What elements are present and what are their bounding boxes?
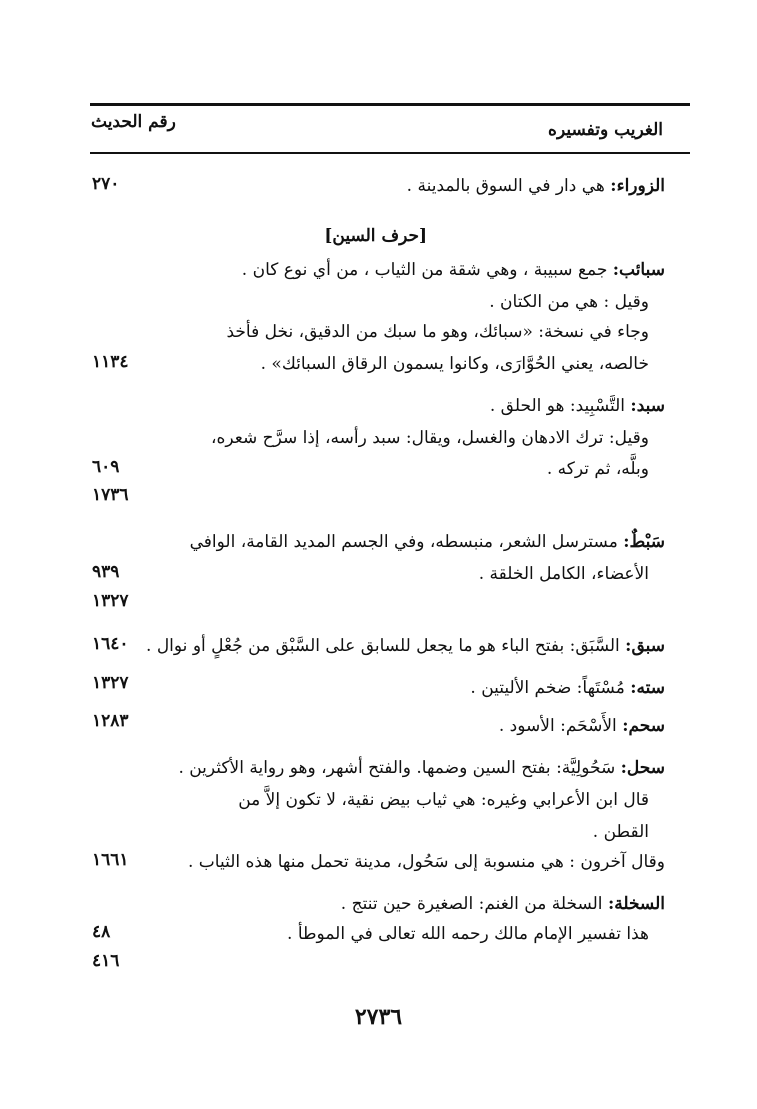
entry-term: سَبْطٌ: [623,532,665,552]
hadith-number: ١٦٤٠ [92,634,129,654]
entry-term: سبد: [630,396,665,416]
hadith-number: ١٢٨٣ [92,711,129,731]
entry-zawra [407,172,665,200]
entry-satah [470,674,665,702]
hadith-number: ٦٠٩ [92,457,120,477]
header-bottom-rule [90,152,690,154]
entry-sabaq [146,632,665,660]
closing-note: هذا تفسير الإمام مالك رحمه الله تعالى في الموطأ . [287,924,649,944]
entry-sahal [178,754,665,782]
header-top-rule [90,103,690,106]
section-heading: [حرف السين] [324,226,427,246]
entry-term: سته: [630,678,665,698]
entry-term: الزوراء: [610,176,665,196]
hadith-number-label: رقم الحديث [91,112,176,132]
entry-definition: التَّسْبِيد: هو الحلق . [489,396,631,416]
hadith-number: ١٣٢٧ [92,673,129,693]
entry-definition: الأَسْحَم: الأسود . [498,716,623,736]
entry-saham [499,712,665,740]
entry-line: وقيل : هي من الكتان . [489,292,649,312]
book-title: الغريب وتفسيره [548,120,663,140]
entry-line: وقيل: ترك الادهان والغسل، ويقال: سبد رأسه، إذا سرَّح شعره، [211,428,649,448]
hadith-number: ١٧٣٦ [92,485,129,505]
entry-line: وبلَّه، ثم تركه . [546,459,649,479]
entry-definition: السخلة من الغنم: الصغيرة حين تنتج . [340,894,608,914]
entry-term: سحم: [622,716,665,736]
entry-line: الأعضاء، الكامل الخلقة . [478,564,649,584]
entry-term: سحل: [620,758,665,778]
hadith-number: ١١٣٤ [92,352,129,372]
entry-line: وجاء في نسخة: «سبائك، وهو ما سبك من الدقيق، نخل فأخذ [226,322,649,342]
entry-line: خالصه، يعني الحُوَّارَى، وكانوا يسمون الرقاق السبائك» . [260,354,649,374]
entry-sabt [190,528,665,556]
hadith-number: ١٦٦١ [92,850,129,870]
entry-term: السخلة: [607,894,665,914]
entry-sakhla [341,890,665,918]
entry-definition: مُسْتَهاً: ضخم الأليتين . [470,678,631,698]
hadith-number: ٤٨ [92,922,111,942]
hadith-number: ١٣٢٧ [92,591,129,611]
entry-definition: السَّبَق: بفتح الباء هو ما يجعل للسابق على السَّبْق من جُعْلٍ أو نوال . [146,636,626,656]
entry-definition: سَحُولِيَّة: بفتح السين وضمها. والفتح أشهر، وهو رواية الأكثرين . [178,758,621,778]
entry-term: سبق: [625,636,665,656]
entry-definition: مسترسل الشعر، منبسطه، وفي الجسم المديد القامة، الوافي [189,532,624,552]
page-number: ٢٧٣٦ [354,1004,403,1030]
entry-line: قال ابن الأعرابي وغيره: هي ثياب بيض نقية، لا تكون إلاَّ من [238,790,649,810]
entry-definition: هي دار في السوق بالمدينة . [406,176,611,196]
hadith-number: ٤١٦ [92,951,120,971]
entry-sabad [490,392,665,420]
entry-term: سبائب: [612,260,665,280]
hadith-number: ٩٣٩ [92,562,120,582]
entry-line: وقال آخرون : هي منسوبة إلى سَحُول، مدينة تحمل منها هذه الثياب . [187,852,665,872]
hadith-number: ٢٧٠ [92,174,120,194]
entry-line: القطن . [592,822,649,842]
entry-sabaib [242,256,665,284]
entry-definition: جمع سبيبة ، وهي شقة من الثياب ، من أي نوع كان . [241,260,613,280]
